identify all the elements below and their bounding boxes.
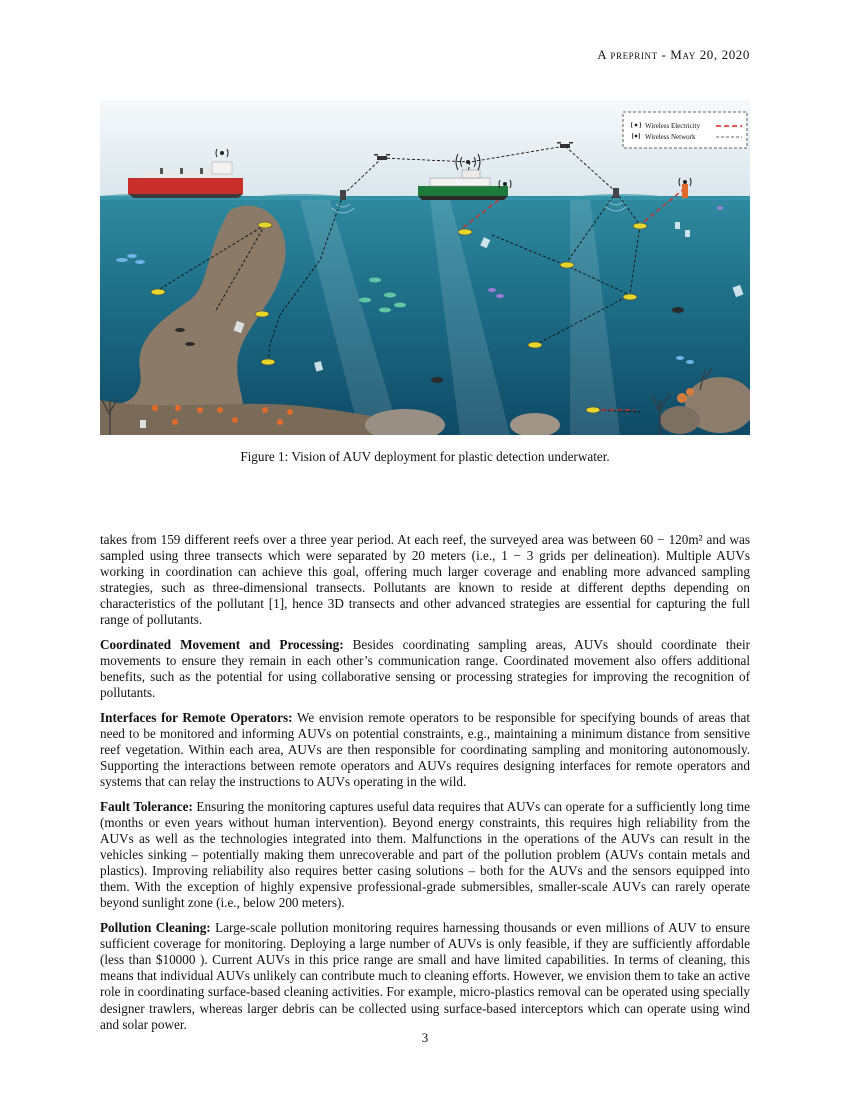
legend-label-network: Wireless Network: [645, 133, 696, 141]
intro-paragraph: takes from 159 different reefs over a three year period. At each reef, the surveyed area was between 60 − 120m² and was sampled using three transects which were separated by 20 meters (i.e., 1 − 3 grids per delineation). Multiple AUVs working in coordination can achieve this goal, offering much larger coverage and enabling more advanced sampling strategies, such as three-dimensional transects. Pollutants are known to reside at different depths depending on characteristics of the pollutant [1], hence 3D transects and other advanced strategies are essential for capturing the full range of pollutants.: [100, 532, 750, 628]
body-text: [100, 532, 750, 1041]
section-title: Interfaces for Remote Operators:: [100, 709, 293, 725]
figure-illustration: [100, 100, 750, 435]
figure-caption: Figure 1: Vision of AUV deployment for plastic detection underwater.: [240, 449, 610, 464]
section-text: Besides coordinating sampling areas, AUVs should coordinate their movements to ensure they remain in each other’s communication range. Coordinated movement also offers additional benefits, such as the potential for using collaborative sensing or processing strategies for improving the recognition of pollutants.: [100, 637, 750, 701]
section-paragraph: [100, 637, 750, 701]
rock-icon: [660, 406, 700, 434]
page-number: 3: [421, 1030, 429, 1045]
running-title: A preprint - May 20, 2020: [597, 47, 750, 62]
section-title: Pollution Cleaning:: [100, 920, 211, 936]
section-paragraph: [100, 920, 750, 1033]
section-text: Large-scale pollution monitoring requires harnessing thousands or even millions of AUV to ensure sufficient coverage for monitoring. Deploying a large number of AUVs is only feasible, if they are sufficiently affordable (less than $10000 ). Current AUVs in this price range are small and have limited capabilities. In terms of cleaning, this means that individual AUVs unlikely can contribute much to cleaning efforts. However, we envision them to take an active role in coordinating surface-based cleaning activities. For example, micro-plastics removal can be operated using specially designer trawlers, whereas larger debris can be collected using surface-based interceptors which can operate using wind and solar power.: [100, 920, 750, 1032]
figure-auv-deployment: [100, 100, 750, 435]
section-paragraph: [100, 799, 750, 912]
legend-label-electricity: Wireless Electricity: [645, 122, 701, 130]
section-text: We envision remote operators to be responsible for specifying bounds of areas that need to be monitored and informing AUVs on potential constraints, e.g., maintaining a minimum distance from sensitive reef vegetation. Within each area, AUVs are then responsible for coordinating sampling and monitoring autonomously. Supporting the interactions between remote operators and AUVs requires designing interfaces for remote operators and systems that can relay the instructions to AUVs operating in the wild.: [100, 709, 750, 790]
figure-legend: [623, 112, 747, 148]
section-text: Ensuring the monitoring captures useful data requires that AUVs can operate for a sufficiently long time (months or even years without human intervention). Beyond energy constraints, this requires high reliability from the AUVs as well as the technologies integrated into them. Malfunctions in the operations of the AUVs can result in the vehicles sinking – potentially making them unrecoverable and part of the pollution problem (AUVs contain metals and plastics). Improving reliability also requires better casing solutions – both for the AUVs and the sensors equipped into them. With the exception of highly expensive professional-grade submersibles, smaller-scale AUVs can rarely operate beyond sunlight zone (i.e., below 200 meters).: [100, 798, 750, 911]
section-title: Coordinated Movement and Processing:: [100, 637, 344, 653]
section-title: Fault Tolerance:: [100, 798, 193, 814]
running-header: [597, 47, 750, 63]
section-paragraph: [100, 710, 750, 790]
